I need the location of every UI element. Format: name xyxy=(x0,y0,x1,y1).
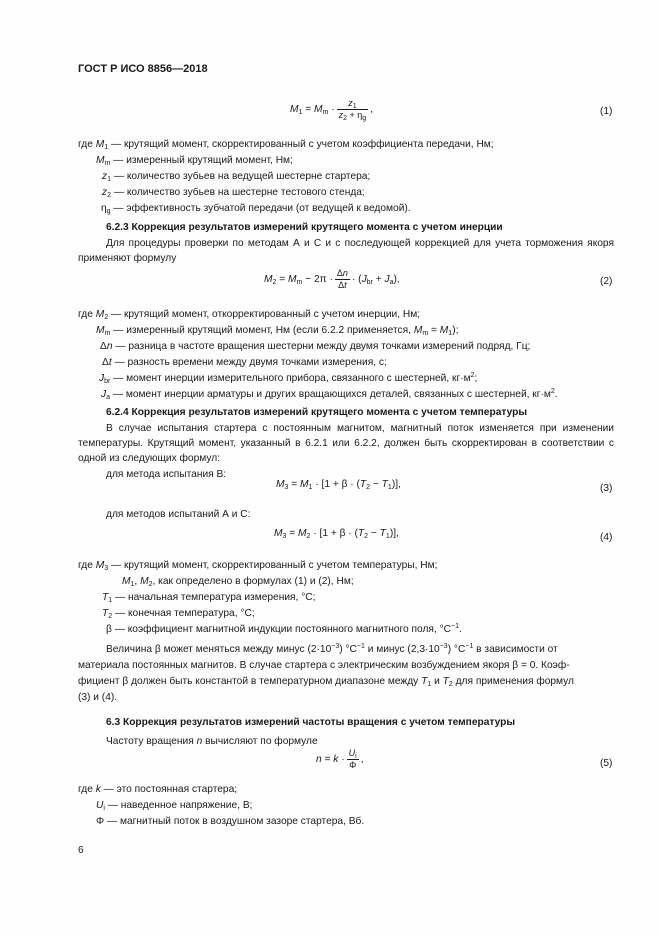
where1-line-4: $z_2$ — количество зубьев на шестерне тестового стенда; xyxy=(102,187,365,199)
method-b-label: для метода испытания В: xyxy=(106,469,227,480)
where1-line-1: где $M_1$ — крутящий момент, скорректированный с учетом коэффициента передачи, Нм; xyxy=(78,139,494,151)
where2-line-5: $J_{br}$ — момент инерции измерительного прибора, связанного с шестерней, $кг\cdot м^2$; xyxy=(99,372,478,385)
methods-ac-label: для методов испытаний А и С: xyxy=(106,509,251,520)
where1-line-2: $M_m$ — измеренный крутящий момент, Нм; xyxy=(96,155,293,167)
equation-2-number: (2) xyxy=(600,276,613,287)
section-6-3-paragraph: Частоту вращения n вычисляют по формуле xyxy=(106,736,318,747)
equation-1: $M_1 = M_m$ · $\frac{z_1}{z_2 + \eta_g}$ , xyxy=(290,98,374,122)
section-6-2-4-title: 6.2.4 Коррекция результатов измерений крутящего момента с учетом температуры xyxy=(106,407,528,418)
equation-4: $M_3 = M_2 \cdot [1 + \beta \cdot (T_2 - T_1)]$, xyxy=(274,528,399,540)
where2-line-3: Δn — разница в частоте вращения шестерни между двумя точками измерений подряд, Гц; xyxy=(100,341,531,352)
where2-line-2: $M_m$ — измеренный крутящий момент, Нм (если 6.2.2 применяется, $M_m = M_1$); xyxy=(96,325,459,337)
where3-line-4: $T_2$ — конечная температура, °С; xyxy=(102,608,255,620)
beta-paragraph-line-3: фициент β должен быть константой в температурном диапазоне между $T_1$ и $T_2$ для применения формул xyxy=(78,676,574,688)
where5-line-1: где k — это постоянная стартера; xyxy=(78,784,238,795)
page-number: 6 xyxy=(78,845,84,856)
where5-line-2: $U_i$ — наведенное напряжение, В; xyxy=(96,800,253,812)
where2-line-1: где $M_2$ — крутящий момент, откорректированный с учетом инерции, Нм; xyxy=(78,309,421,321)
equation-5: n = k · $\frac{U_i}{\Phi}$ , xyxy=(316,748,364,770)
equation-5-number: (5) xyxy=(600,758,613,769)
section-6-3-title: 6.3 Коррекция результатов измерений частоты вращения с учетом температуры xyxy=(106,717,516,728)
where1-line-5: $\eta_g$ — эффективность зубчатой передачи (от ведущей к ведомой). xyxy=(101,203,411,215)
where3-line-3: $T_1$ — начальная температура измерения, °С; xyxy=(102,592,316,604)
equation-2: $M_2 = M_m - 2\pi$ · $\frac{\Delta n}{\Delta t}$ · $(J_{br} + J_a)$, xyxy=(264,268,400,290)
beta-paragraph-line-1: Величина β может меняться между минус $(2\cdot 10^{-3})$ $^\circ С^{-1}$ и минус $(2,3\cdot 10^{-3})$ $^\circ С^{-1}$ в зависимости от xyxy=(106,643,558,655)
equation-3: $M_3 = M_1 \cdot [1 + \beta \cdot (T_2 - T_1)]$, xyxy=(276,479,401,491)
equation-1-number: (1) xyxy=(600,106,613,117)
where1-line-3: $z_1$ — количество зубьев на ведущей шестерне стартера; xyxy=(102,171,371,183)
beta-paragraph-line-4: (3) и (4). xyxy=(78,692,118,703)
beta-paragraph-line-2: материала постоянных магнитов. В случае стартера с электрическим возбуждением якоря β = 0. Коэф- xyxy=(78,660,570,671)
section-6-2-3-title: 6.2.3 Коррекция результатов измерений крутящего момента с учетом инерции xyxy=(106,222,503,233)
where2-line-4: Δt — разность времени между двумя точками измерения, с; xyxy=(102,357,387,368)
where3-line-2: $M_1$, $M_2$, как определено в формулах (1) и (2), Нм; xyxy=(122,576,354,588)
section-6-2-3-paragraph: Для процедуры проверки по методам А и С и с последующей коррекцией для учета торможения якоря применяют формулу xyxy=(78,238,614,264)
equation-4-number: (4) xyxy=(600,532,613,543)
section-6-2-4-paragraph: В случае испытания стартера с постоянным магнитом, магнитный поток изменяется при изменении температуры. Крутящий момент, указанный в 6.2.1 или 6.2.2, должен быть скорректирован в соответствии с одной из следующих формул: xyxy=(78,423,614,464)
where2-line-6: $J_a$ — момент инерции арматуры и других вращающихся деталей, связанных с шестерней, $кг\cdot м^2$. xyxy=(101,388,558,401)
where3-line-1: где $M_3$ — крутящий момент, скорректированный с учетом температуры, Нм; xyxy=(78,560,438,572)
equation-3-number: (3) xyxy=(600,483,613,494)
where5-line-3: Φ — магнитный поток в воздушном зазоре стартера, Вб. xyxy=(96,816,365,827)
where3-line-5: β — коэффициент магнитной индукции постоянного магнитного поля, $^\circ С^{-1}$. xyxy=(106,623,462,635)
document-header: ГОСТ Р ИСО 8856—2018 xyxy=(78,63,208,75)
